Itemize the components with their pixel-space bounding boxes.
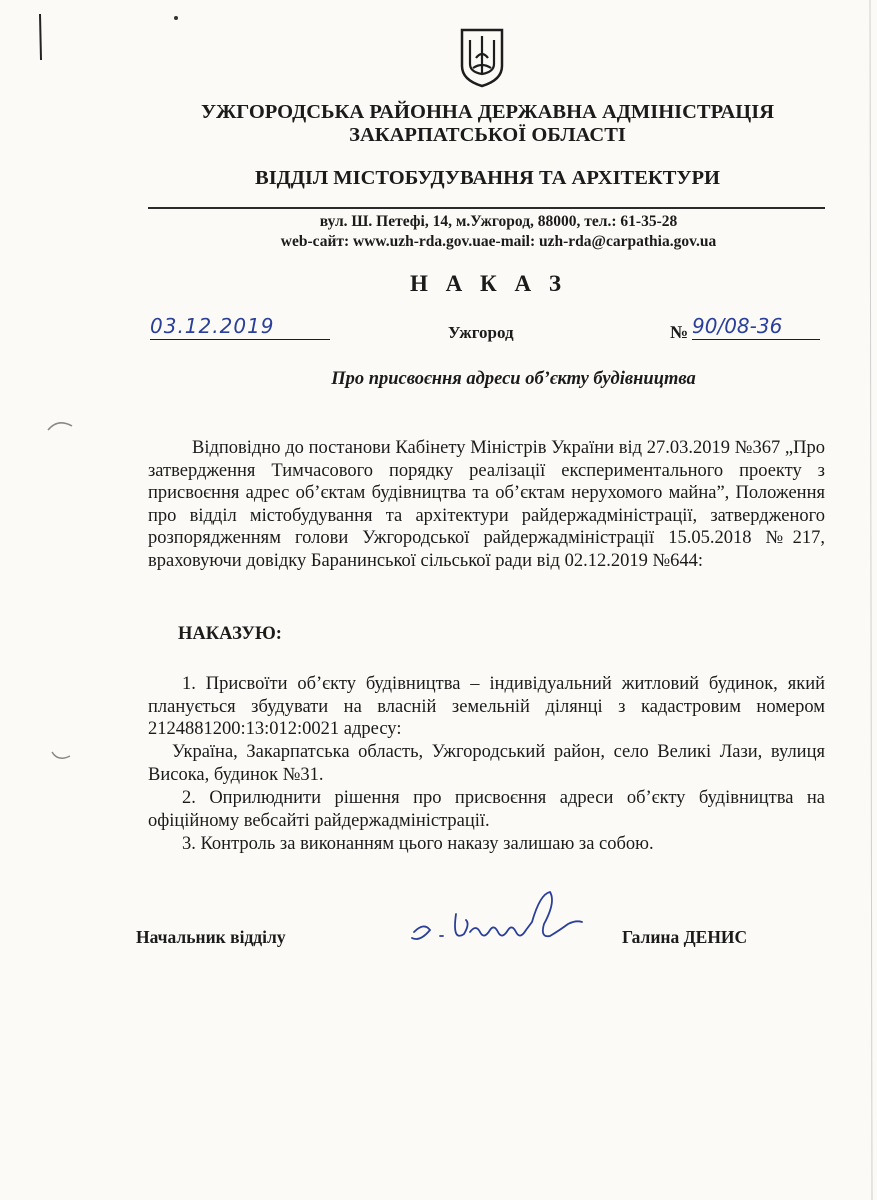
handwritten-date: 03.12.2019: [150, 314, 330, 340]
order-item-1-address: Україна, Закарпатська область, Ужгородський район, село Великі Лази, вулиця Висока, будинок №31.: [148, 742, 825, 785]
header-divider: [148, 207, 825, 209]
organization-name-line1: УЖГОРОДСЬКА РАЙОННА ДЕРЖАВНА АДМІНІСТРАЦІЯ: [200, 101, 775, 123]
order-item-3: 3. Контроль за виконанням цього наказу залишаю за собою.: [182, 834, 654, 854]
order-item-1: 1. Присвоїти об’єкту будівництва – індивідуальний житловий будинок, який планується збудувати на власній земельній ділянці з кадастровим номером 2124881200:13:012:0021 адресу:: [148, 674, 825, 739]
document-city: Ужгород: [448, 323, 514, 342]
contact-web-email: web-сайт: www.uzh-rda.gov.uae-mail: uzh-rda@carpathia.gov.ua: [280, 233, 717, 250]
coat-of-arms-icon: [459, 28, 505, 88]
signatory-position: Начальник відділу: [136, 927, 286, 947]
handwritten-signature-icon: [400, 884, 600, 964]
preamble-paragraph: Відповідно до постанови Кабінету Міністрів України від 27.03.2019 №367 „Про затвердження Тимчасового порядку реалізації експериментального проекту з присвоєння адрес об’єктам будівництва та об’єктам нерухомого майна”, Положення про відділ містобудування та архітектури райдержадміністрації, затвердженого розпорядженням голови Ужгородської райдержадміністрації 15.05.2018 №217, враховуючи довідку Баранинської сільської ради від 02.12.2019 №644:: [148, 438, 825, 571]
document-subject: Про присвоєння адреси об’єкту будівництва: [331, 369, 696, 389]
order-word: НАКАЗУЮ:: [178, 624, 282, 644]
handwritten-number: 90/08-36: [692, 314, 820, 340]
postal-address: вул. Ш. Петефі, 14, м.Ужгород, 88000, тел.: 61-35-28: [319, 213, 678, 230]
department-name: ВІДДІЛ МІСТОБУДУВАННЯ ТА АРХІТЕКТУРИ: [255, 167, 720, 189]
signatory-name: Галина ДЕНИС: [622, 927, 748, 947]
document-title: Н А К А З: [410, 271, 567, 296]
number-label: №: [670, 322, 689, 342]
order-item-2: 2. Оприлюднити рішення про присвоєння адреси об’єкту будівництва на офіційному вебсайті райдержадміністрації.: [148, 788, 825, 831]
organization-name-line2: ЗАКАРПАТСЬКОЇ ОБЛАСТІ: [349, 124, 626, 146]
